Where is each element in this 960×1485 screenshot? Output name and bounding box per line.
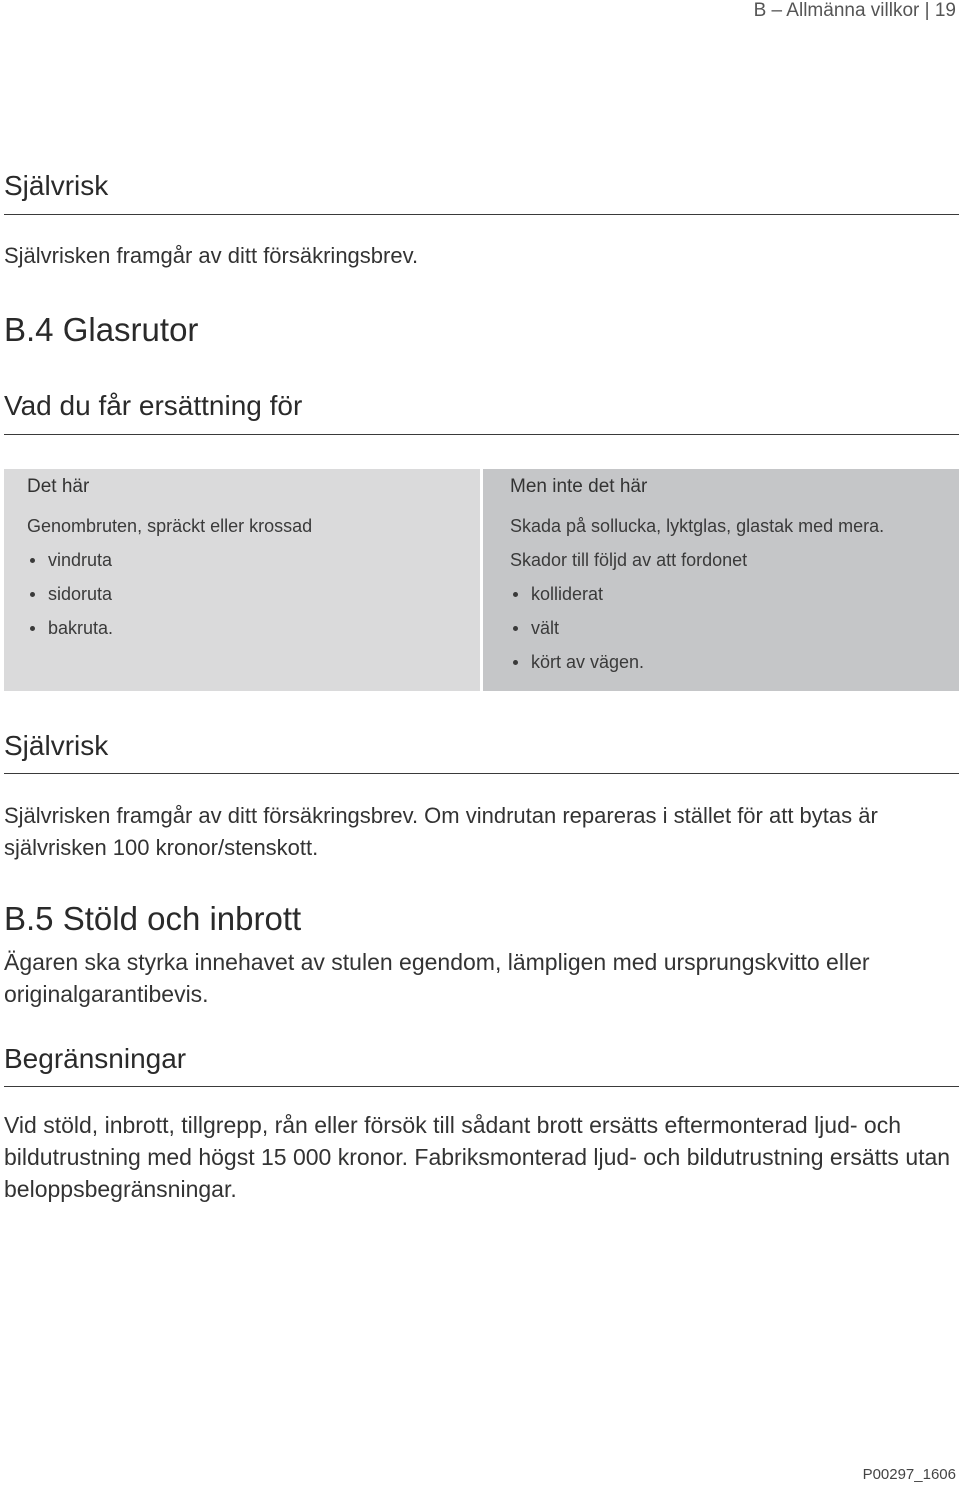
not-covered-line: Skador till följd av att fordonet [510, 550, 748, 570]
not-covered-line: Skada på sollucka, lyktglas, glastak med mera. [510, 516, 885, 536]
list-item: kört av vägen. [510, 645, 959, 679]
chapter-text-b5: Ägaren ska styrka innehavet av stulen egendom, lämpligen med ursprungskvitto eller originalgarantibevis. [4, 949, 870, 1007]
covered-heading: Det här [27, 476, 90, 497]
section-text-sjalvrisk-1: Självrisken framgår av ditt försäkringsbrev. [4, 243, 419, 268]
list-item: sidoruta [27, 577, 480, 611]
section-text-begransningar: Vid stöld, inbrott, tillgrepp, rån eller försök till sådant brott ersätts eftermonterad ljud- och bildutrustning med högst 15 000 kronor. Fabriksmonterad ljud- och bildutrustning ersätts utan beloppsbegränsningar. [4, 1112, 951, 1202]
bullet-icon [513, 592, 518, 597]
covered-intro: Genombruten, spräckt eller krossad [27, 516, 313, 536]
list-item: bakruta. [27, 611, 480, 645]
page-header: B – Allmänna villkor | 19 [753, 0, 956, 21]
not-covered-heading: Men inte det här [510, 476, 648, 497]
section-heading-ersattning: Vad du får ersättning för [4, 390, 303, 421]
document-code: P00297_1606 [862, 1466, 956, 1483]
section-text-sjalvrisk-2: Självrisken framgår av ditt försäkringsbrev. Om vindrutan repareras i stället för att bytas är självrisken 100 kronor/stenskott. [4, 803, 878, 860]
chapter-title-b5: B.5 Stöld och inbrott [4, 900, 302, 937]
divider [4, 434, 959, 435]
divider [4, 773, 959, 774]
chapter-title-b4: B.4 Glasrutor [4, 311, 199, 348]
covered-column [4, 469, 480, 691]
divider [4, 1086, 959, 1087]
bullet-icon [30, 558, 35, 563]
bullet-icon [513, 660, 518, 665]
section-heading-sjalvrisk-2: Självrisk [4, 730, 109, 761]
section-heading-begransningar: Begränsningar [4, 1043, 187, 1074]
bullet-icon [30, 592, 35, 597]
bullet-icon [513, 626, 518, 631]
list-item: vält [510, 611, 959, 645]
list-item: vindruta [27, 543, 480, 577]
bullet-icon [30, 626, 35, 631]
section-heading-sjalvrisk-1: Självrisk [4, 170, 109, 201]
list-item: kolliderat [510, 577, 959, 611]
coverage-table [4, 469, 959, 691]
not-covered-column [483, 469, 959, 691]
divider [4, 214, 959, 215]
